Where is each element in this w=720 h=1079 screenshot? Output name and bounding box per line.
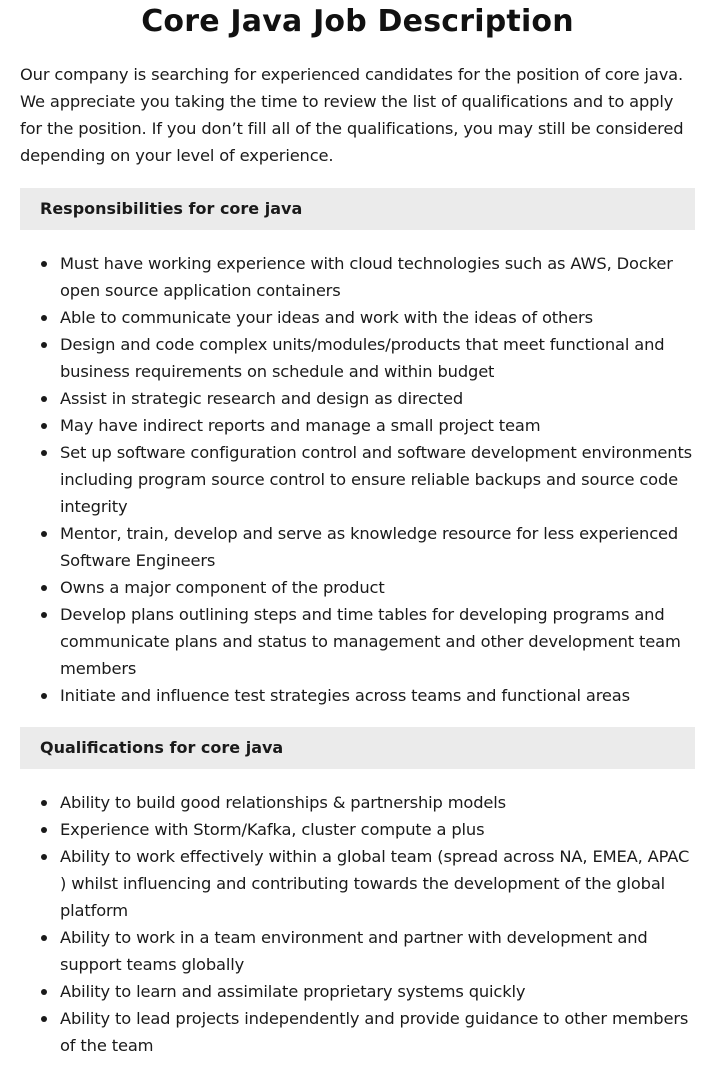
responsibility-item: Owns a major component of the product [20, 574, 695, 601]
qualifications-list [20, 789, 695, 1059]
qualifications-heading: Qualifications for core java [20, 727, 695, 769]
responsibilities-list [20, 250, 695, 709]
qualification-item: Ability to lead projects independently and provide guidance to other members of the team [20, 1005, 695, 1059]
responsibilities-heading: Responsibilities for core java [20, 188, 695, 230]
responsibility-item: Develop plans outlining steps and time tables for developing programs and communicate plans and status to management and other development team members [20, 601, 695, 682]
intro-paragraph: Our company is searching for experienced candidates for the position of core java. We appreciate you taking the time to review the list of qualifications and to apply for the position. If you don’t fill all of the qualifications, you may still be considered depending on your level of experience. [20, 65, 684, 165]
responsibility-item: Mentor, train, develop and serve as knowledge resource for less experienced Software Engineers [20, 520, 695, 574]
qualification-item: Ability to learn and assimilate proprietary systems quickly [20, 978, 695, 1005]
responsibility-item: Assist in strategic research and design as directed [20, 385, 695, 412]
responsibility-item: Initiate and influence test strategies across teams and functional areas [20, 682, 695, 709]
page-title: Core Java Job Description [141, 4, 574, 39]
qualification-item: Experience with Storm/Kafka, cluster compute a plus [20, 816, 695, 843]
qualification-item: Ability to work effectively within a global team (spread across NA, EMEA, APAC ) whilst influencing and contributing towards the development of the global platform [20, 843, 695, 924]
qualification-item: Ability to work in a team environment and partner with development and support teams globally [20, 924, 695, 978]
responsibility-item: Able to communicate your ideas and work with the ideas of others [20, 304, 695, 331]
responsibility-item: May have indirect reports and manage a small project team [20, 412, 695, 439]
responsibility-item: Design and code complex units/modules/products that meet functional and business requirements on schedule and within budget [20, 331, 695, 385]
qualification-item: Ability to build good relationships & partnership models [20, 789, 695, 816]
responsibility-item: Must have working experience with cloud technologies such as AWS, Docker open source application containers [20, 250, 695, 304]
responsibility-item: Set up software configuration control and software development environments including program source control to ensure reliable backups and source code integrity [20, 439, 695, 520]
